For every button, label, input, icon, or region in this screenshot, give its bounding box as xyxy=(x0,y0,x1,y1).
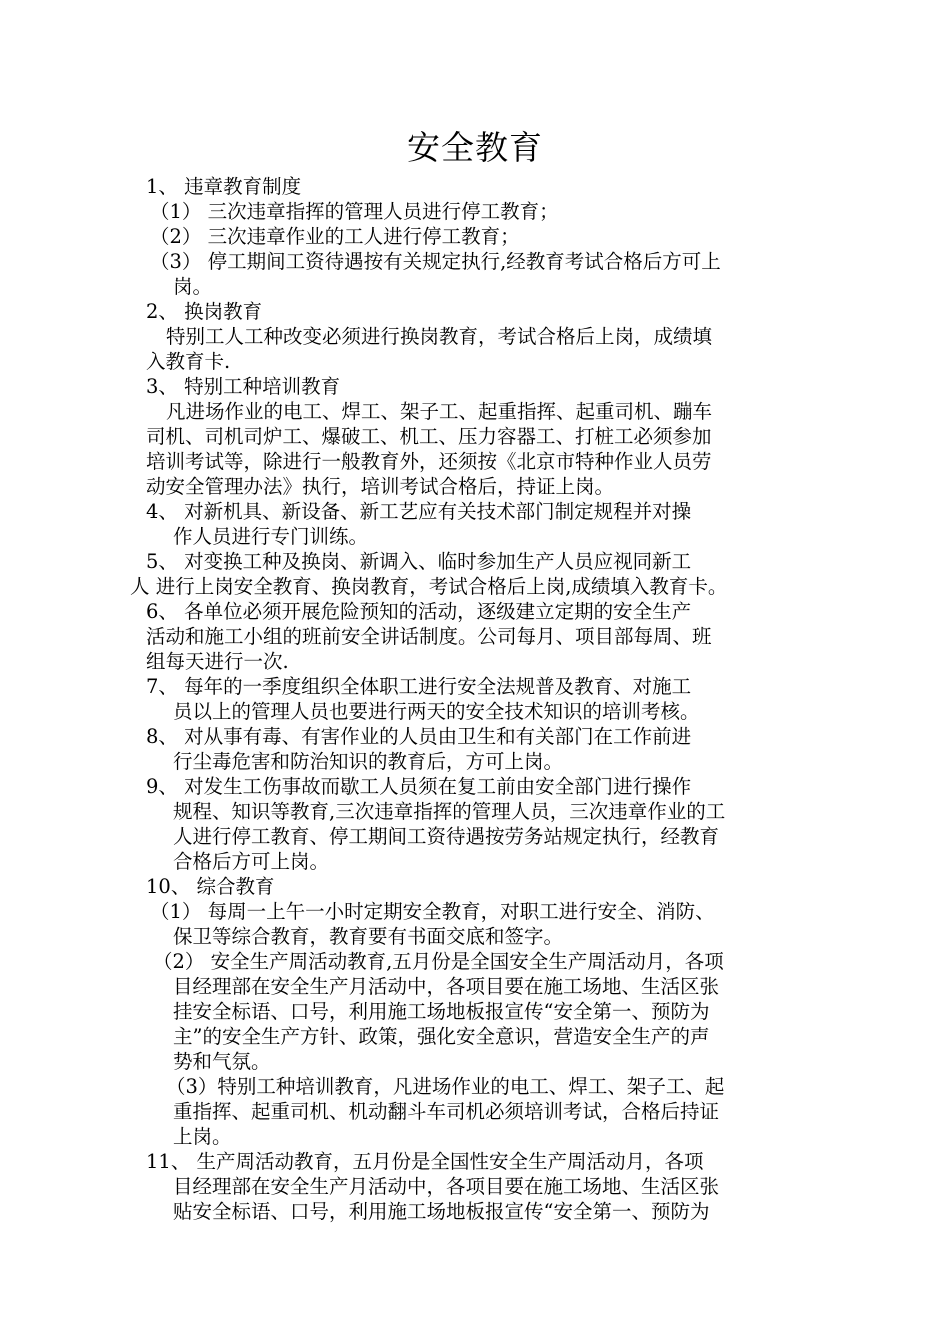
text-line: 贴安全标语、口号，利用施工场地板报宣传“安全第一、预防为 xyxy=(173,1200,710,1223)
text-line: 人进行停工教育、停工期间工资待遇按劳务站规定执行，经教育 xyxy=(173,825,720,848)
text-line: 重指挥、起重司机、机动翻斗车司机必须培训考试，合格后持证 xyxy=(173,1100,720,1123)
document-title: 安全教育 xyxy=(407,128,543,167)
text-line: 凡进场作业的电工、焊工、架子工、起重指挥、起重司机、蹦车 xyxy=(166,400,713,423)
text-line: 组每天进行一次. xyxy=(146,650,289,673)
text-line: （2） 三次违章作业的工人进行停工教育； xyxy=(150,225,520,248)
text-line: 3、 特别工种培训教育 xyxy=(146,375,341,398)
text-line: 2、 换岗教育 xyxy=(146,300,263,323)
text-line: 1、 违章教育制度 xyxy=(146,175,302,198)
text-line: 人 进行上岗安全教育、换岗教育，考试合格后上岗,成绩填入教育卡。 xyxy=(130,575,728,598)
text-line: 目经理部在安全生产月活动中，各项目要在施工场地、生活区张 xyxy=(173,1175,720,1198)
text-line: 培训考试等，除进行一般教育外，还须按《北京市特种作业人员劳 xyxy=(146,450,712,473)
text-line: 合格后方可上岗。 xyxy=(173,850,330,873)
text-line: （1） 每周一上午一小时定期安全教育，对职工进行安全、消防、 xyxy=(150,900,715,923)
text-line: 11、 生产周活动教育，五月份是全国性安全生产周活动月，各项 xyxy=(146,1150,704,1173)
text-line: 6、 各单位必须开展危险预知的活动，逐级建立定期的安全生产 xyxy=(146,600,692,623)
text-line: 活动和施工小组的班前安全讲话制度。公司每月、项目部每周、班 xyxy=(146,625,712,648)
text-line: 入教育卡. xyxy=(146,350,231,373)
text-line: 4、 对新机具、新设备、新工艺应有关技术部门制定规程并对操 xyxy=(146,500,692,523)
text-line: （1） 三次违章指挥的管理人员进行停工教育； xyxy=(150,200,559,223)
text-line: （3） 停工期间工资待遇按有关规定执行,经教育考试合格后方可上 xyxy=(150,250,721,273)
text-line: 5、 对变换工种及换岗、新调入、临时参加生产人员应视同新工 xyxy=(146,550,692,573)
text-line: 岗。 xyxy=(173,275,213,298)
text-line: 保卫等综合教育，教育要有书面交底和签字。 xyxy=(173,925,564,948)
text-line: （2） 安全生产周活动教育,五月份是全国安全生产周活动月，各项 xyxy=(153,950,724,973)
text-line: 9、 对发生工伤事故而歇工人员须在复工前由安全部门进行操作 xyxy=(146,775,692,798)
text-line: 特别工人工种改变必须进行换岗教育，考试合格后上岗，成绩填 xyxy=(166,325,713,348)
text-line: 挂安全标语、口号，利用施工场地板报宣传“安全第一、预防为 xyxy=(173,1000,710,1023)
text-line: 作人员进行专门训练。 xyxy=(173,525,369,548)
text-line: 势和气氛。 xyxy=(173,1050,271,1073)
text-line: 规程、知识等教育,三次违章指挥的管理人员，三次违章作业的工 xyxy=(173,800,726,823)
text-line: 员以上的管理人员也要进行两天的安全技术知识的培训考核。 xyxy=(173,700,700,723)
text-line: 7、 每年的一季度组织全体职工进行安全法规普及教育、对施工 xyxy=(146,675,692,698)
text-line: 动安全管理办法》执行，培训考试合格后，持证上岗。 xyxy=(146,475,615,498)
text-line: 上岗。 xyxy=(173,1125,232,1148)
text-line: 目经理部在安全生产月活动中，各项目要在施工场地、生活区张 xyxy=(173,975,720,998)
text-line: 10、 综合教育 xyxy=(146,875,275,898)
text-line: 司机、司机司炉工、爆破工、机工、压力容器工、打桩工必须参加 xyxy=(146,425,712,448)
text-line: 主”的安全生产方针、政策，强化安全意识，营造安全生产的声 xyxy=(173,1025,710,1048)
text-line: （3）特别工种培训教育，凡进场作业的电工、焊工、架子工、起 xyxy=(166,1075,725,1098)
text-line: 8、 对从事有毒、有害作业的人员由卫生和有关部门在工作前进 xyxy=(146,725,692,748)
text-line: 行尘毒危害和防治知识的教育后，方可上岗。 xyxy=(173,750,564,773)
